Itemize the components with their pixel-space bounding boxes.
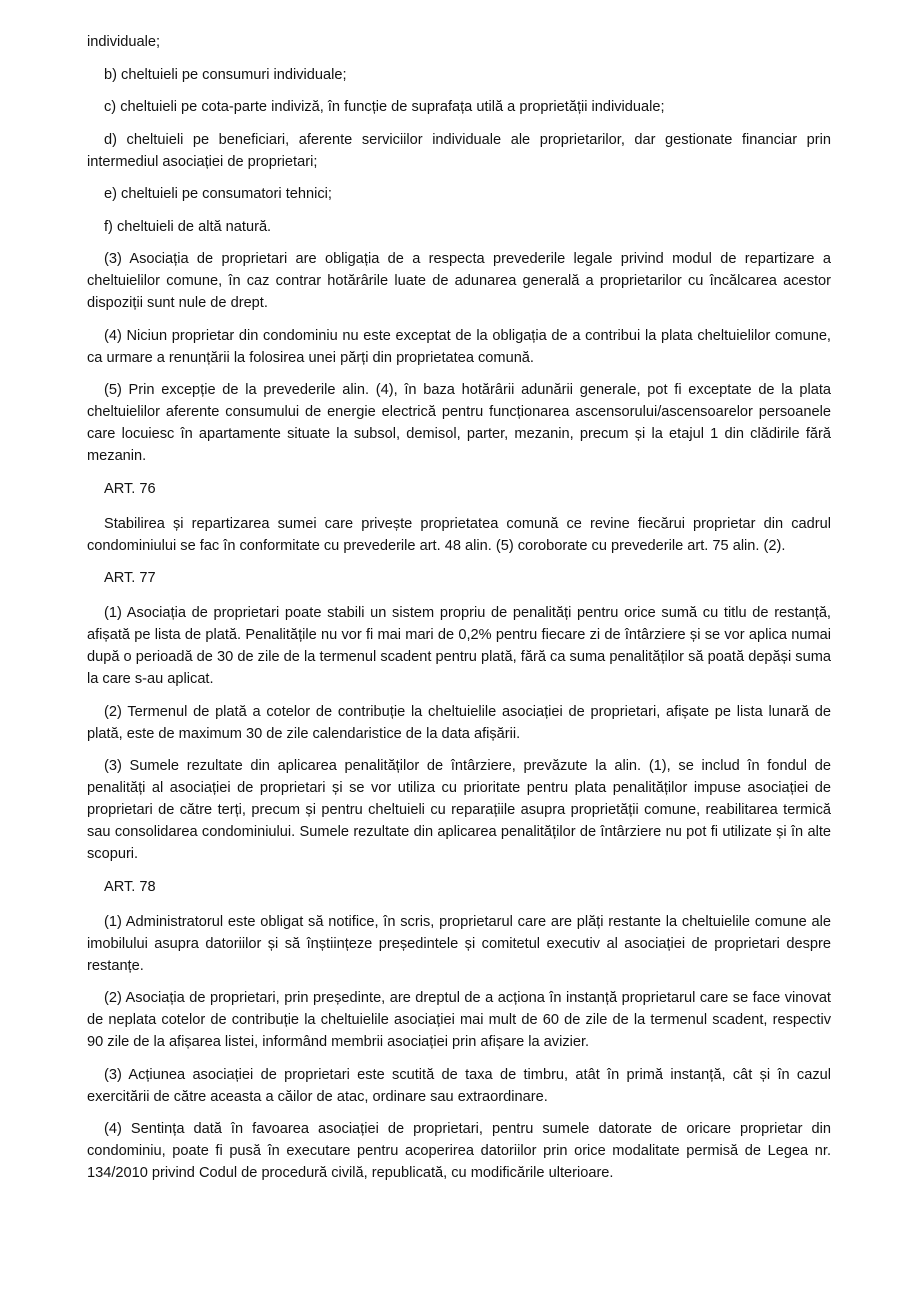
list-item-e: e) cheltuieli pe consumatori tehnici; — [104, 186, 332, 202]
paragraph-art-76: Stabilirea și repartizarea sumei care privește proprietatea comună ce revine fiecărui proprietar din cadrul condominiului se fac în conformitate cu prevederile art. 48 alin. (5) coroborate cu prevederile art. 75 alin. (2). — [87, 515, 831, 554]
paragraph-art-78-alin-1: (1) Administratorul este obligat să notifice, în scris, proprietarul care are plăți restante la cheltuielile comune ale imobilului asupra datoriilor și să înștiințeze președintele și comitetul executiv al asociației de proprietari despre restanțe. — [87, 913, 831, 974]
list-item-d: d) cheltuieli pe beneficiari, aferente serviciilor individuale ale proprietarilor, dar gestionate financiar prin intermediul asociației de proprietari; — [87, 131, 831, 170]
article-heading-78: ART. 78 — [104, 878, 156, 895]
paragraph-alin-3: (3) Asociația de proprietari are obligația de a respecta prevederile legale privind modul de repartizare a cheltuielilor comune, în caz contrar hotărârile luate de adunarea generală a proprietarilor cu încălcarea acestor dispoziții sunt nule de drept. — [87, 251, 831, 311]
paragraph-art-78-alin-2: (2) Asociația de proprietari, prin președinte, are dreptul de a acționa în instanță proprietarul care se face vinovat de neplata cotelor de contribuție la cheltuielile asociației mai mult de 60 de zile de la termenul scadent, respectiv 90 zile de la afișarea listei, informând membrii asociației prin afișare la avizier. — [87, 990, 831, 1050]
article-heading-76: ART. 76 — [104, 480, 156, 497]
paragraph-alin-4: (4) Niciun proprietar din condominiu nu este exceptat de la obligația de a contribui la plata cheltuielilor comune, ca urmare a renunțării la folosirea unei părți din proprietatea comună. — [87, 327, 831, 366]
article-heading-77: ART. 77 — [104, 570, 156, 586]
paragraph-art-78-alin-4: (4) Sentința dată în favoarea asociației de proprietari, pentru sumele datorate de oricare proprietar din condominiu, poate fi pusă în executare pentru acoperirea datoriilor prin orice modalitate permisă de Legea nr. 134/2010 privind Codul de procedură civilă, republicată, cu modificările ulterioare. — [87, 1121, 831, 1181]
list-item-f: f) cheltuieli de altă natură. — [104, 218, 272, 235]
paragraph-alin-5: (5) Prin excepție de la prevederile alin. (4), în baza hotărârii adunării generale, pot fi exceptate de la plata cheltuielilor aferente consumului de energie electrică pentru funcționarea ascensorului/ascensoarelor persoanele care locuiesc în apartamente situate la subsol, demisol, parter, mezanin, precum și la etajul 1 din clădirile fără mezanin. — [87, 382, 831, 464]
paragraph-art-78-alin-3: (3) Acțiunea asociației de proprietari este scutită de taxa de timbru, atât în primă instanță, cât și în cazul exercitării de către aceasta a căilor de atac, ordinare sau extraordinare. — [87, 1066, 831, 1105]
paragraph-art-77-alin-1: (1) Asociația de proprietari poate stabili un sistem propriu de penalități pentru orice sumă cu titlu de restanță, afișată pe lista de plată. Penalitățile nu vor fi mai mari de 0,2% pentru fiecare zi de întârziere și se vor aplica numai după o perioadă de 30 de zile de la termenul scadent pentru plată, fără ca suma penalităților să poată depăși suma la care s-au aplicat. — [87, 605, 831, 687]
list-item-b: b) cheltuieli pe consumuri individuale; — [104, 66, 347, 83]
paragraph-art-77-alin-2: (2) Termenul de plată a cotelor de contribuție la cheltuielile asociației de proprietari, afișate pe lista lunară de plată, este de maximum 30 de zile calendaristice de la data afișării. — [87, 703, 831, 742]
paragraph-continuation: individuale; — [87, 34, 161, 50]
document-page — [87, 31, 831, 1195]
list-item-c: c) cheltuieli pe cota-parte indiviză, în funcție de suprafața utilă a proprietății individuale; — [104, 99, 665, 115]
paragraph-art-77-alin-3: (3) Sumele rezultate din aplicarea penalităților de întârziere, prevăzute la alin. (1), se includ în fondul de penalități al asociației de proprietari și se vor utiliza cu prioritate pentru plata penalităților impuse asociației de proprietari de către terți, precum și pentru cheltuieli cu reparațiile asupra proprietății comune, reabilitarea termică sau consolidarea condominiului. Sumele rezultate din aplicarea penalităților de întârziere nu pot fi utilizate și în alte scopuri. — [87, 758, 831, 862]
